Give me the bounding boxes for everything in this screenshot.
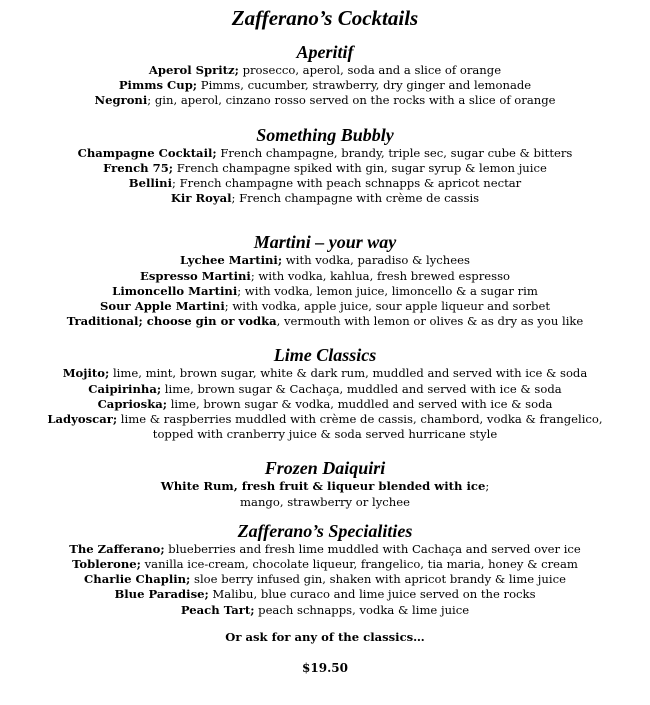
menu-item	[0, 93, 650, 108]
item-name: Charlie Chaplin;	[84, 572, 191, 587]
item-desc: ; with vodka, kahlua, fresh brewed espresso	[250, 268, 510, 283]
item-desc: French champagne spiked with gin, sugar syrup & lemon juice	[173, 160, 547, 175]
section-title: Martini – your way	[253, 232, 397, 253]
item-name: Peach Tart;	[180, 602, 255, 617]
menu-item	[0, 557, 650, 572]
section-lime-classics	[0, 344, 650, 442]
item-desc: , vermouth with lemon or olives & as dry as you like	[276, 314, 584, 329]
item-name: Ladyoscar;	[47, 412, 118, 427]
item-desc: lime, mint, brown sugar, white & dark rum, muddled and served with ice & soda	[109, 366, 588, 381]
item-name: Mojito;	[62, 366, 110, 381]
section-title: Zafferano’s Specialities	[237, 520, 413, 541]
menu-item	[0, 176, 650, 191]
menu-item	[0, 253, 650, 268]
menu-title: Zafferano’s Cocktails	[231, 6, 419, 30]
cocktail-menu	[0, 5, 650, 676]
item-name: Kir Royal	[170, 191, 232, 206]
item-name: Espresso Martini	[139, 268, 251, 283]
item-name: Limoncello Martini	[112, 283, 238, 298]
section-something-bubbly	[0, 124, 650, 207]
menu-item	[0, 572, 650, 587]
menu-item	[0, 314, 650, 329]
menu-item-continuation	[0, 427, 650, 442]
item-desc: ; gin, aperol, cinzano rosso served on the rocks with a slice of orange	[147, 93, 556, 108]
section-frozen-daiquiri	[0, 457, 650, 509]
item-desc: Malibu, blue curaco and lime juice served on the rocks	[208, 587, 536, 602]
menu-item	[0, 161, 650, 176]
item-name: Lychee Martini;	[180, 253, 283, 268]
section-title: Aperitif	[296, 42, 354, 62]
section-martini	[0, 231, 650, 329]
item-name: The Zafferano;	[69, 541, 165, 556]
price-label: $19.50	[302, 661, 348, 676]
section-specialities	[0, 520, 650, 618]
item-name: Caipirinha;	[88, 381, 162, 396]
section-title: Something Bubbly	[256, 124, 394, 145]
item-desc: mango, strawberry or lychee	[240, 494, 410, 509]
item-desc: ; French champagne with crème de cassis	[231, 191, 480, 206]
menu-item	[0, 397, 650, 412]
item-desc: lime, brown sugar & vodka, muddled and served with ice & soda	[167, 396, 553, 411]
item-name: Traditional; choose gin or vodka	[66, 314, 277, 329]
menu-item	[0, 146, 650, 161]
menu-item	[0, 269, 650, 284]
item-name: Toblerone;	[72, 557, 141, 572]
menu-item	[0, 78, 650, 93]
item-desc: vanilla ice-cream, chocolate liqueur, frangelico, tia maria, honey & cream	[140, 557, 578, 572]
menu-item	[0, 191, 650, 206]
item-desc: ; with vodka, apple juice, sour apple liqueur and sorbet	[224, 299, 550, 314]
item-name: Caprioska;	[97, 396, 168, 411]
item-name: Sour Apple Martini	[100, 299, 225, 314]
item-name: Pimms Cup;	[118, 78, 198, 93]
item-desc: prosecco, aperol, soda and a slice of orange	[238, 63, 502, 77]
classics-note: Or ask for any of the classics…	[225, 629, 425, 644]
item-desc: lime, brown sugar & Cachaça, muddled and served with ice & soda	[161, 381, 562, 396]
menu-item	[0, 284, 650, 299]
item-desc: sloe berry infused gin, shaken with apricot brandy & lime juice	[190, 572, 566, 587]
menu-item	[0, 299, 650, 314]
item-desc: French champagne, brandy, triple sec, sugar cube & bitters	[216, 145, 573, 160]
menu-item	[0, 542, 650, 557]
menu-item	[0, 382, 650, 397]
menu-item	[0, 479, 650, 494]
item-desc: blueberries and fresh lime muddled with Cachaça and served over ice	[164, 541, 581, 556]
item-desc: lime & raspberries muddled with crème de cassis, chambord, vodka & frangelico,	[117, 412, 603, 427]
item-name: Champagne Cocktail;	[77, 145, 217, 160]
item-desc: ;	[485, 479, 490, 494]
menu-item	[0, 366, 650, 381]
menu-item	[0, 587, 650, 602]
item-name: Bellini	[128, 176, 173, 191]
item-desc: peach schnapps, vodka & lime juice	[254, 602, 470, 617]
menu-item	[0, 603, 650, 618]
menu-item	[0, 412, 650, 427]
item-desc: with vodka, paradiso & lychees	[282, 253, 470, 268]
section-title: Frozen Daiquiri	[264, 458, 386, 479]
item-desc: ; French champagne with peach schnapps & apricot nectar	[172, 176, 522, 191]
item-name: Blue Paradise;	[114, 587, 209, 602]
item-name: Aperol Spritz;	[148, 63, 239, 77]
section-aperitif	[0, 41, 650, 109]
menu-item	[0, 63, 650, 78]
item-name: White Rum, fresh fruit & liqueur blended with ice	[160, 479, 486, 494]
item-desc: ; with vodka, lemon juice, limoncello & a sugar rim	[237, 283, 538, 298]
item-name: Negroni	[94, 93, 148, 108]
menu-item-continuation	[0, 495, 650, 510]
item-desc: Pimms, cucumber, strawberry, dry ginger and lemonade	[197, 78, 532, 93]
item-name: French 75;	[103, 160, 174, 175]
section-title: Lime Classics	[273, 345, 377, 366]
item-desc: topped with cranberry juice & soda served hurricane style	[152, 427, 498, 442]
